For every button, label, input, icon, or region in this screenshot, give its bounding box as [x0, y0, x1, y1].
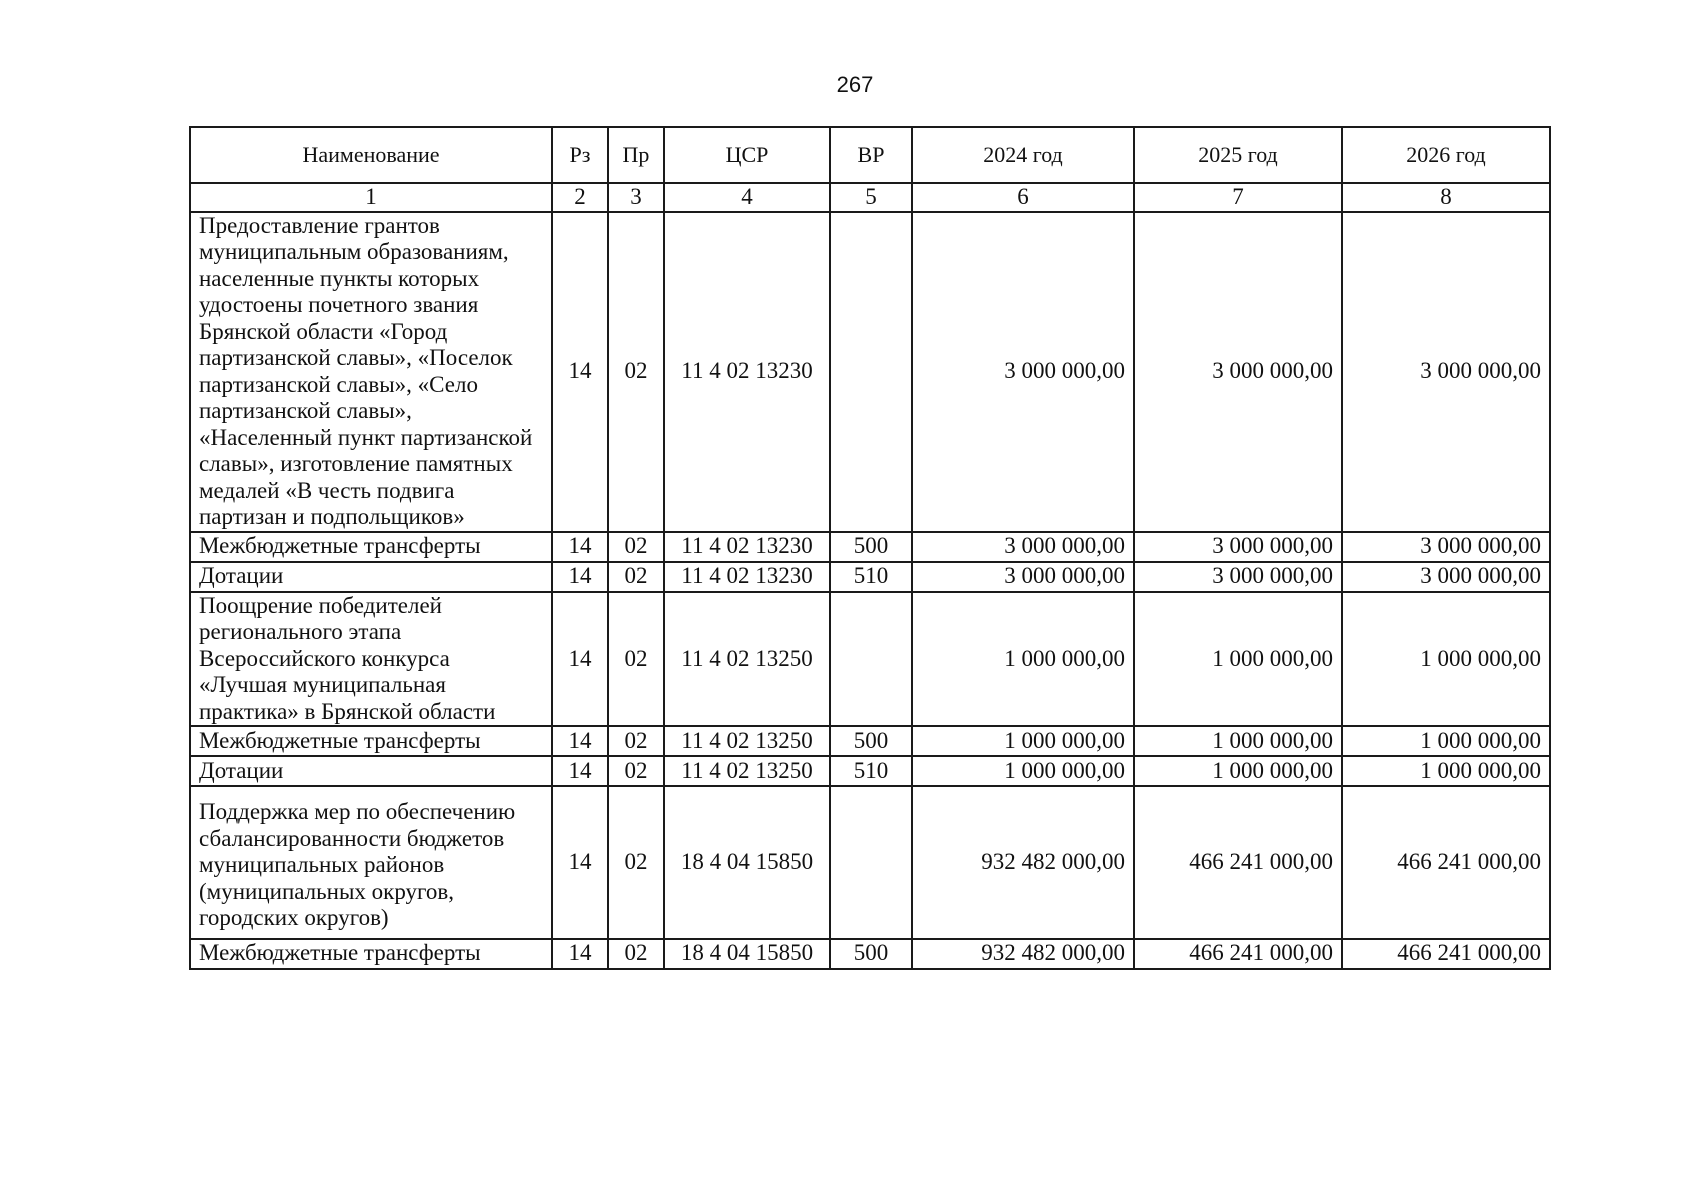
- header-2026: 2026 год: [1342, 127, 1550, 183]
- row-pr: 02: [608, 212, 664, 532]
- row-pr: 02: [608, 562, 664, 592]
- row-pr: 02: [608, 939, 664, 969]
- header-csr: ЦСР: [664, 127, 830, 183]
- header-pr: Пр: [608, 127, 664, 183]
- row-name: Межбюджетные трансферты: [190, 726, 552, 756]
- row-csr: 11 4 02 13250: [664, 592, 830, 727]
- column-number: 7: [1134, 183, 1342, 212]
- table-row: [190, 939, 1550, 969]
- row-vr: 500: [830, 726, 912, 756]
- row-name: Межбюджетные трансферты: [190, 532, 552, 562]
- row-csr: 18 4 04 15850: [664, 939, 830, 969]
- row-amount-2026: 3 000 000,00: [1342, 212, 1550, 532]
- row-name: Поощрение победителей регионального этапа Всероссийского конкурса «Лучшая муниципальная практика» в Брянской области: [190, 592, 552, 727]
- row-rz: 14: [552, 212, 608, 532]
- row-rz: 14: [552, 756, 608, 786]
- column-number: 6: [912, 183, 1134, 212]
- row-rz: 14: [552, 592, 608, 727]
- row-csr: 18 4 04 15850: [664, 786, 830, 939]
- row-amount-2024: 3 000 000,00: [912, 562, 1134, 592]
- row-amount-2025: 466 241 000,00: [1134, 786, 1342, 939]
- table-row: [190, 532, 1550, 562]
- row-amount-2026: 466 241 000,00: [1342, 786, 1550, 939]
- row-csr: 11 4 02 13230: [664, 532, 830, 562]
- budget-table: [189, 126, 1551, 970]
- row-pr: 02: [608, 726, 664, 756]
- row-pr: 02: [608, 756, 664, 786]
- table-row: [190, 212, 1550, 532]
- row-csr: 11 4 02 13250: [664, 756, 830, 786]
- row-name: Предоставление грантов муниципальным образованиям, населенные пункты которых удостоены почетного звания Брянской области «Город партизанской славы», «Поселок партизанской славы», «Село партизанской славы», «Населенный пункт партизанской славы», изготовление памятных медалей «В честь подвига партизан и подпольщиков»: [190, 212, 552, 532]
- row-rz: 14: [552, 562, 608, 592]
- row-vr: [830, 786, 912, 939]
- row-amount-2025: 1 000 000,00: [1134, 726, 1342, 756]
- row-amount-2026: 3 000 000,00: [1342, 562, 1550, 592]
- row-rz: 14: [552, 939, 608, 969]
- row-vr: 500: [830, 532, 912, 562]
- table-row: [190, 592, 1550, 727]
- column-number-row: [190, 183, 1550, 212]
- row-amount-2025: 3 000 000,00: [1134, 212, 1342, 532]
- table-row: [190, 726, 1550, 756]
- header-name: Наименование: [190, 127, 552, 183]
- header-2024: 2024 год: [912, 127, 1134, 183]
- header-vr: ВР: [830, 127, 912, 183]
- header-2025: 2025 год: [1134, 127, 1342, 183]
- row-csr: 11 4 02 13230: [664, 562, 830, 592]
- row-csr: 11 4 02 13230: [664, 212, 830, 532]
- column-number: 8: [1342, 183, 1550, 212]
- row-amount-2024: 1 000 000,00: [912, 756, 1134, 786]
- row-name: Поддержка мер по обеспечению сбалансированности бюджетов муниципальных районов (муниципальных округов, городских округов): [190, 786, 552, 939]
- row-amount-2025: 1 000 000,00: [1134, 592, 1342, 727]
- row-vr: 510: [830, 562, 912, 592]
- row-amount-2024: 3 000 000,00: [912, 212, 1134, 532]
- table-row: [190, 756, 1550, 786]
- row-pr: 02: [608, 786, 664, 939]
- row-amount-2026: 3 000 000,00: [1342, 532, 1550, 562]
- row-amount-2026: 1 000 000,00: [1342, 726, 1550, 756]
- row-vr: 510: [830, 756, 912, 786]
- row-pr: 02: [608, 532, 664, 562]
- row-rz: 14: [552, 532, 608, 562]
- row-amount-2024: 932 482 000,00: [912, 786, 1134, 939]
- column-number: 2: [552, 183, 608, 212]
- row-pr: 02: [608, 592, 664, 727]
- row-rz: 14: [552, 786, 608, 939]
- row-amount-2025: 3 000 000,00: [1134, 562, 1342, 592]
- row-amount-2026: 1 000 000,00: [1342, 756, 1550, 786]
- row-vr: [830, 592, 912, 727]
- row-name: Дотации: [190, 562, 552, 592]
- row-name: Дотации: [190, 756, 552, 786]
- table-row: [190, 786, 1550, 939]
- row-vr: 500: [830, 939, 912, 969]
- row-amount-2024: 1 000 000,00: [912, 592, 1134, 727]
- row-vr: [830, 212, 912, 532]
- row-amount-2024: 932 482 000,00: [912, 939, 1134, 969]
- row-name: Межбюджетные трансферты: [190, 939, 552, 969]
- row-amount-2025: 3 000 000,00: [1134, 532, 1342, 562]
- table-row: [190, 562, 1550, 592]
- row-csr: 11 4 02 13250: [664, 726, 830, 756]
- header-rz: Рз: [552, 127, 608, 183]
- row-amount-2025: 466 241 000,00: [1134, 939, 1342, 969]
- row-rz: 14: [552, 726, 608, 756]
- row-amount-2024: 1 000 000,00: [912, 726, 1134, 756]
- column-number: 4: [664, 183, 830, 212]
- column-number: 3: [608, 183, 664, 212]
- page-number: 267: [836, 72, 874, 97]
- column-number: 1: [190, 183, 552, 212]
- row-amount-2025: 1 000 000,00: [1134, 756, 1342, 786]
- table-header-row: [190, 127, 1550, 183]
- row-amount-2026: 1 000 000,00: [1342, 592, 1550, 727]
- row-amount-2026: 466 241 000,00: [1342, 939, 1550, 969]
- row-amount-2024: 3 000 000,00: [912, 532, 1134, 562]
- column-number: 5: [830, 183, 912, 212]
